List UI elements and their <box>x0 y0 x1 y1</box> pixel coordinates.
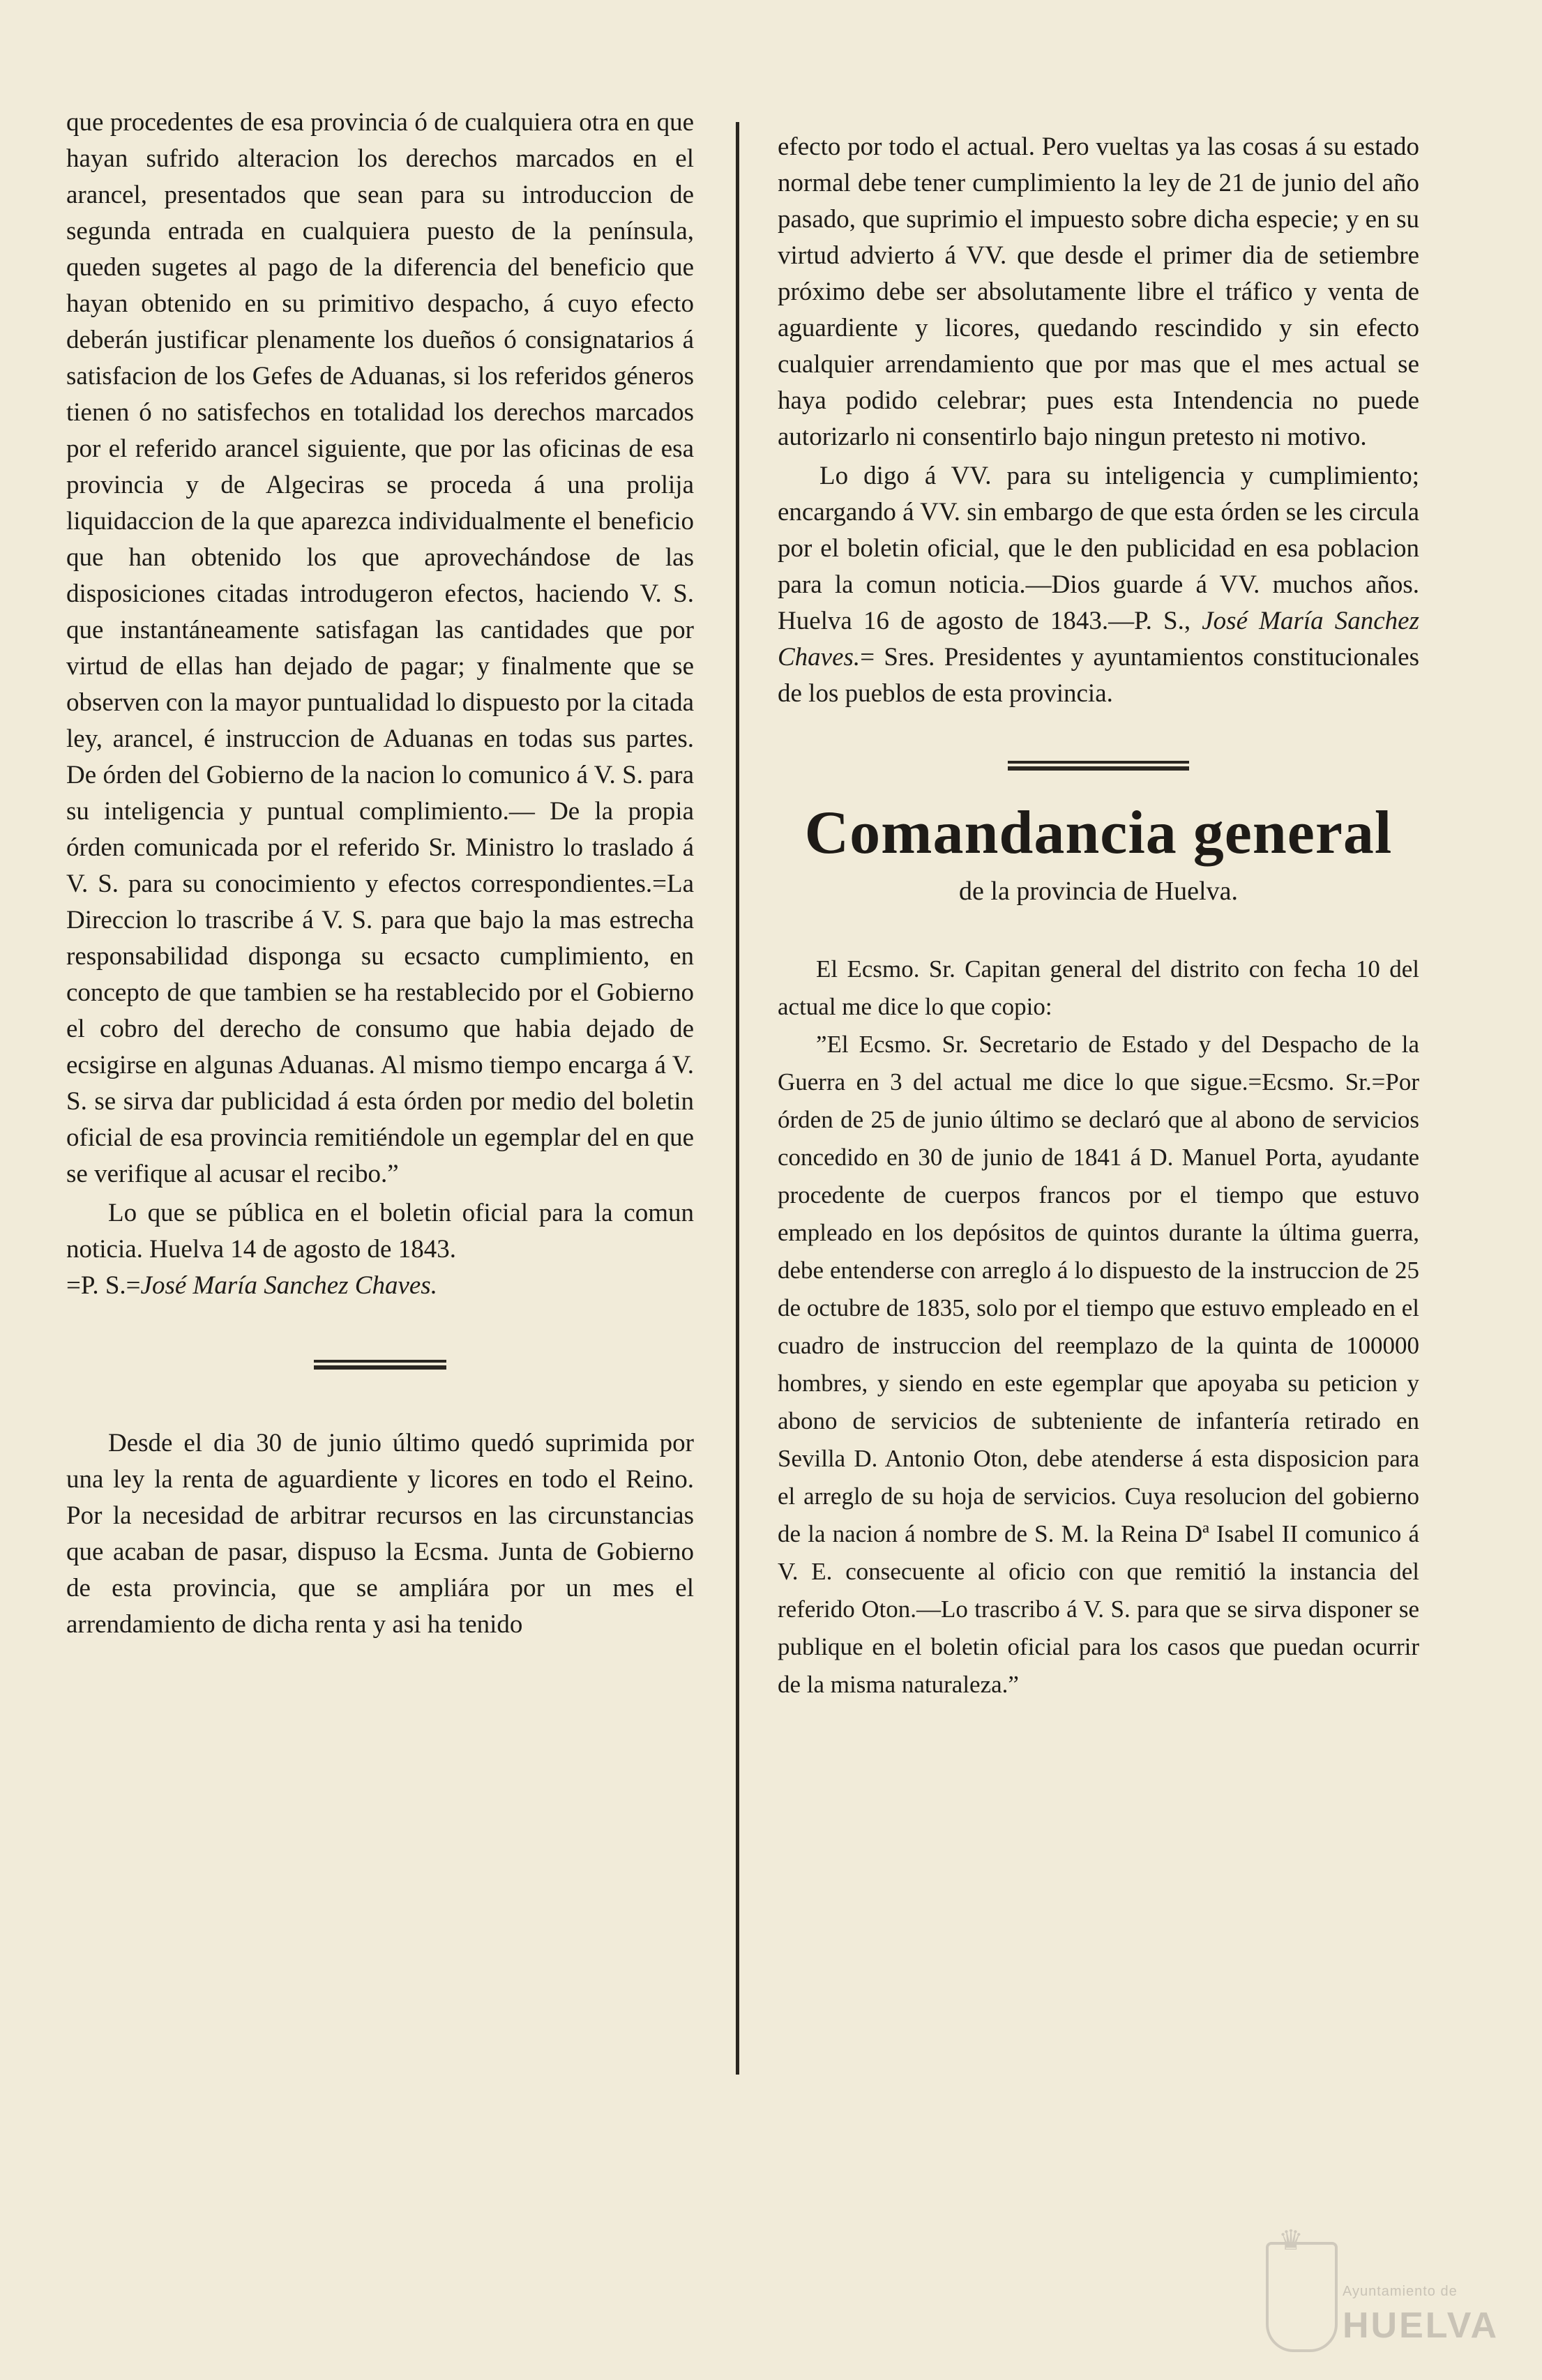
order-signature-name: José María Sanchez Chaves. <box>778 607 1419 672</box>
signature-line <box>66 1268 694 1304</box>
signature-name: José María Sanchez Chaves. <box>140 1271 437 1300</box>
right-column <box>778 129 1419 1704</box>
intendencia-order <box>778 458 1419 712</box>
aguardiente-continuation: efecto por todo el actual. Pero vueltas ya las cosas á su estado normal debe tener cumplimiento la ley de 21 de junio del año pasado, que suprimio el impuesto sobre dicha especie; y en su virtud advierto á VV. que desde el primer dia de setiembre próximo debe ser absolutamente libre el tráfico y venta de aguardiente y licores, quedando rescindido y sin efecto cualquier arrendamiento que por mas que el mes actual se haya podido celebrar; pues esta Intendencia no puede autorizarlo ni consentirlo bajo ningun pretesto ni motivo. <box>778 132 1419 451</box>
publication-notice: Lo que se pública en el boletin oficial para la comun noticia. Huelva 14 de agosto de 1843. <box>66 1199 694 1264</box>
order-recipients: = Sres. Presidentes y ayuntamientos constitucionales de los pueblos de esta provincia. <box>778 643 1419 708</box>
section-divider <box>314 1360 446 1370</box>
archive-watermark <box>1266 2224 1531 2367</box>
comandancia-body: ”El Ecsmo. Sr. Secretario de Estado y del Despacho de la Guerra en 3 del actual me dice lo que sigue.=Ecsmo. Sr.=Por órden de 25 de junio último se declaró que al abono de servicios concedido en 30 de junio de 1841 á D. Manuel Porta, ayudante procedente de cuerpos francos por el tiempo que estuvo empleado en los depósitos de quintos durante la última guerra, debe entenderse con arreglo á lo dispuesto de la instruccion de 25 de octubre de 1835, solo por el tiempo que estuvo empleado en el cuadro de instruccion del reemplazo de la quinta de 100000 hombres, y siendo en este egemplar que apoyaba su peticion y abono de servicios de subteniente de infantería retirado en Sevilla D. Antonio Oton, debe atenderse á esta disposicion para el arreglo de su hoja de servicios. Cuya resolucion del gobierno de la nacion á nombre de S. M. la Reina Dª Isabel II comunico á V. E. consecuente al oficio con que remitió la instancia del referido Oton.—Lo trascribo á V. S. para que se sirva disponer se publique en el boletin oficial para los casos que puedan ocurrir de la misma naturaleza.” <box>778 1031 1419 1698</box>
section-divider-right <box>1008 761 1189 771</box>
signature-prefix: =P. S.= <box>66 1271 141 1300</box>
aguardiente-notice: Desde el dia 30 de junio último quedó suprimida por una ley la renta de aguardiente y licores en todo el Reino. Por la necesidad de arbitrar recursos en las circunstancias que acaban de pasar, dispuso la Ecsma. Junta de Gobierno de esta provincia, que se ampliára por un mes el arrendamiento de dicha renta y asi ha tenido <box>66 1429 694 1639</box>
section-headline: Comandancia general <box>804 799 1393 867</box>
comandancia-intro: El Ecsmo. Sr. Capitan general del distrito con fecha 10 del actual me dice lo que copio: <box>778 955 1419 1020</box>
left-column <box>66 105 694 1643</box>
column-rule <box>736 122 739 2075</box>
section-subhead: de la provincia de Huelva. <box>959 877 1238 906</box>
crown-icon: ♛ <box>1278 2224 1303 2256</box>
coat-of-arms-icon <box>1266 2242 1338 2352</box>
watermark-small-text: Ayuntamiento de <box>1343 2284 1458 2299</box>
decree-continuation: que procedentes de esa provincia ó de cualquiera otra en que hayan sufrido alteracion los derechos marcados en el arancel, presentados que sean para su introduccion de segunda entrada en cualquiera puesto de la península, queden sugetes al pago de la diferencia del beneficio que hayan obtenido en su primitivo despacho, á cuyo efecto deberán justificar plenamente los dueños ó consignatarios á satisfacion de los Gefes de Aduanas, si los referidos géneros tienen ó no satisfechos en totalidad los derechos marcados por el referido arancel siguiente, que por las oficinas de esa provincia y de Algeciras se proceda á una prolija liquidaccion de la que aparezca individualmente el beneficio que han obtenido los que aprovechándose de las disposiciones citadas introdugeron efectos, haciendo V. S. que instantáneamente satisfagan las cantidades que por virtud de ellas han dejado de pagar; y finalmente que se observen con la mayor puntualidad lo dispuesto por la citada ley, arancel, é instruccion de Aduanas en todas sus partes. De órden del Gobierno de la nacion lo comunico á V. S. para su inteligencia y puntual complimiento.— De la propia órden comunicada por el referido Sr. Ministro lo traslado á V. S. para su conocimiento y efectos correspondientes.=La Direccion lo trascribe á V. S. para que bajo la mas estrecha responsabilidad disponga su ecsacto cumplimiento, en concepto de que tambien se ha restablecido por el Gobierno el cobro del derecho de consumo que habia dejado de ecsigirse en algunas Aduanas. Al mismo tiempo encarga á V. S. se sirva dar publicidad á esta órden por medio del boletin oficial de esa provincia remitiéndole un egemplar del en que se verifique al acusar el recibo.” <box>66 108 694 1188</box>
order-text: Lo digo á VV. para su inteligencia y cumplimiento; encargando á VV. sin embargo de que esta órden se les circula por el boletin oficial, que le den publicidad en esa poblacion para la comun noticia.—Dios guarde á VV. muchos años. Huelva 16 de agosto de 1843.—P. S., <box>778 462 1419 635</box>
watermark-big-text: HUELVA <box>1343 2305 1499 2346</box>
